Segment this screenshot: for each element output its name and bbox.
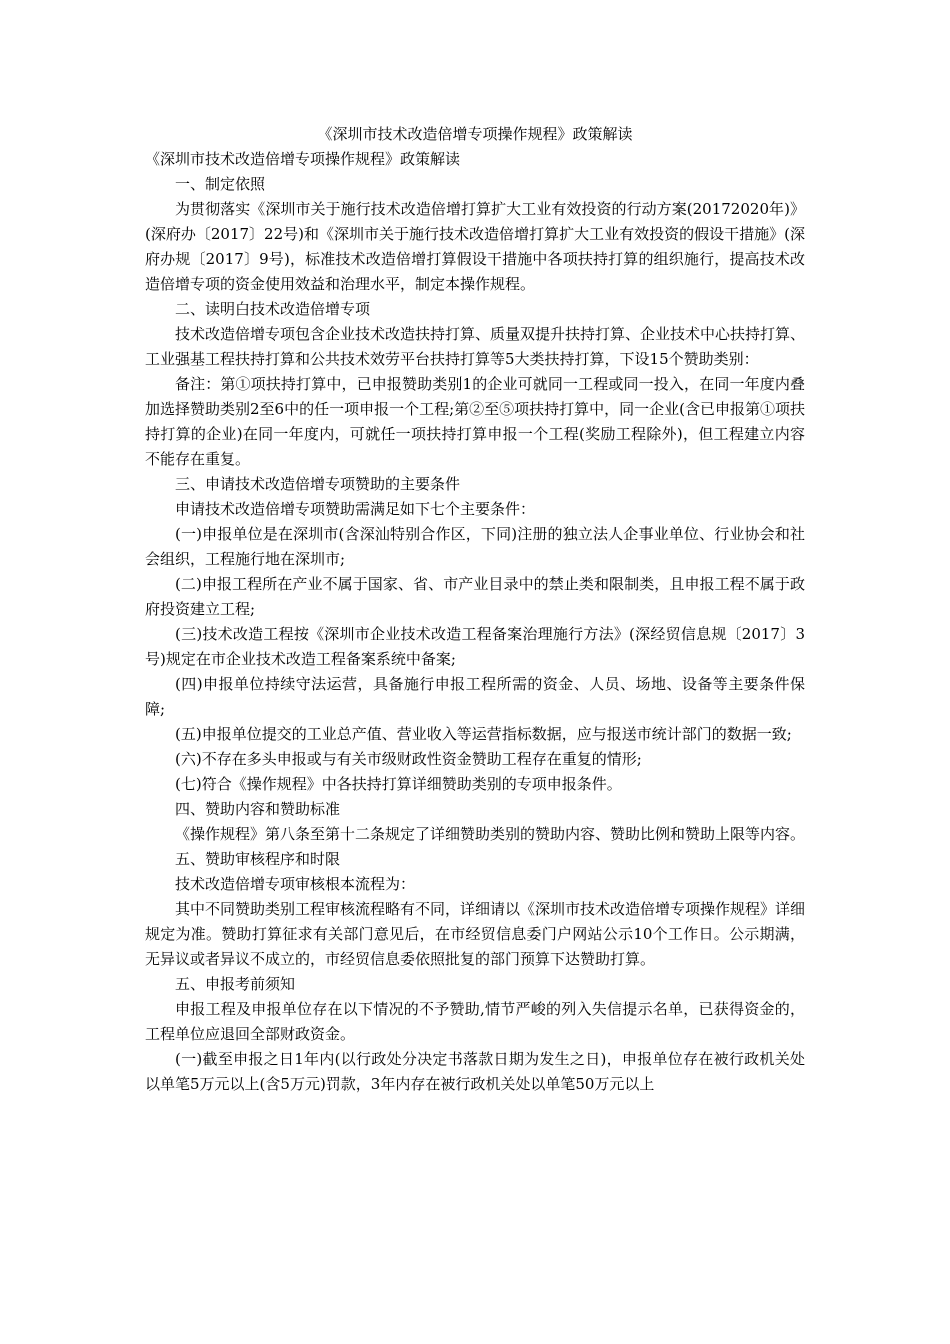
paragraph: (一)申报单位是在深圳市(含深汕特别合作区，下同)注册的独立法人企事业单位、行业协会和社会组织，工程施行地在深圳市; — [145, 525, 805, 568]
paragraph: (七)符合《操作规程》中各扶持打算详细赞助类别的专项申报条件。 — [175, 775, 622, 793]
paragraph: 一、制定依照 — [175, 175, 266, 193]
paragraph: 二、读明白技术改造倍增专项 — [175, 300, 371, 318]
paragraph: 三、申请技术改造倍增专项赞助的主要条件 — [175, 475, 461, 493]
paragraph: 申报工程及申报单位存在以下情况的不予赞助,情节严峻的列入失信提示名单，已获得资金的，工程单位应退回全部财政资金。 — [145, 1000, 805, 1043]
paragraph: 五、赞助审核程序和时限 — [175, 850, 341, 868]
paragraph: 《深圳市技术改造倍增专项操作规程》政策解读 — [145, 150, 461, 168]
paragraph: 技术改造倍增专项审核根本流程为： — [175, 875, 416, 893]
document-title: 《深圳市技术改造倍增专项操作规程》政策解读 — [317, 125, 633, 143]
paragraph: 申请技术改造倍增专项赞助需满足如下七个主要条件： — [175, 500, 536, 518]
document-page — [145, 122, 805, 1097]
paragraph: 为贯彻落实《深圳市关于施行技术改造倍增打算扩大工业有效投资的行动方案(20172020年)》(深府办〔2017〕22号)和《深圳市关于施行技术改造倍增打算扩大工业有效投资的假设干措施》(深府办规〔2017〕9号)，标准技术改造倍增打算假设干措施中各项扶持打算的组织施行，提高技术改造倍增专项的资金使用效益和治理水平，制定本操作规程。 — [145, 200, 805, 293]
paragraph: 《操作规程》第八条至第十二条规定了详细赞助类别的赞助内容、赞助比例和赞助上限等内容。 — [175, 825, 806, 843]
paragraph: 其中不同赞助类别工程审核流程略有不同，详细请以《深圳市技术改造倍增专项操作规程》详细规定为准。赞助打算征求有关部门意见后，在市经贸信息委门户网站公示10个工作日。公示期满，无异议或者异议不成立的，市经贸信息委依照批复的部门预算下达赞助打算。 — [145, 900, 806, 968]
paragraph: (三)技术改造工程按《深圳市企业技术改造工程备案治理施行方法》(深经贸信息规〔2017〕3号)规定在市企业技术改造工程备案系统中备案; — [145, 625, 805, 668]
paragraph: 技术改造倍增专项包含企业技术改造扶持打算、质量双提升扶持打算、企业技术中心扶持打算、工业强基工程扶持打算和公共技术效劳平台扶持打算等5大类扶持打算，下设15个赞助类别： — [145, 325, 806, 368]
paragraph: 备注：第①项扶持打算中，已申报赞助类别1的企业可就同一工程或同一投入，在同一年度内叠加选择赞助类别2至6中的任一项申报一个工程;第②至⑤项扶持打算中，同一企业(含已申报第①项扶持打算的企业)在同一年度内，可就任一项扶持打算申报一个工程(奖励工程除外)，但工程建立内容不能存在重复。 — [145, 375, 805, 468]
paragraph: (六)不存在多头申报或与有关市级财政性资金赞助工程存在重复的情形; — [175, 750, 642, 768]
document-body — [145, 147, 805, 1097]
paragraph: 四、赞助内容和赞助标准 — [175, 800, 341, 818]
paragraph: (四)申报单位持续守法运营，具备施行申报工程所需的资金、人员、场地、设备等主要条件保障; — [145, 675, 805, 718]
paragraph: (一)截至申报之日1年内(以行政处分决定书落款日期为发生之日)，申报单位存在被行政机关处以单笔5万元以上(含5万元)罚款，3年内存在被行政机关处以单笔50万元以上 — [145, 1050, 805, 1093]
paragraph: (五)申报单位提交的工业总产值、营业收入等运营指标数据，应与报送市统计部门的数据一致; — [175, 725, 792, 743]
paragraph: (二)申报工程所在产业不属于国家、省、市产业目录中的禁止类和限制类，且申报工程不属于政府投资建立工程; — [145, 575, 805, 618]
paragraph: 五、申报考前须知 — [175, 975, 296, 993]
